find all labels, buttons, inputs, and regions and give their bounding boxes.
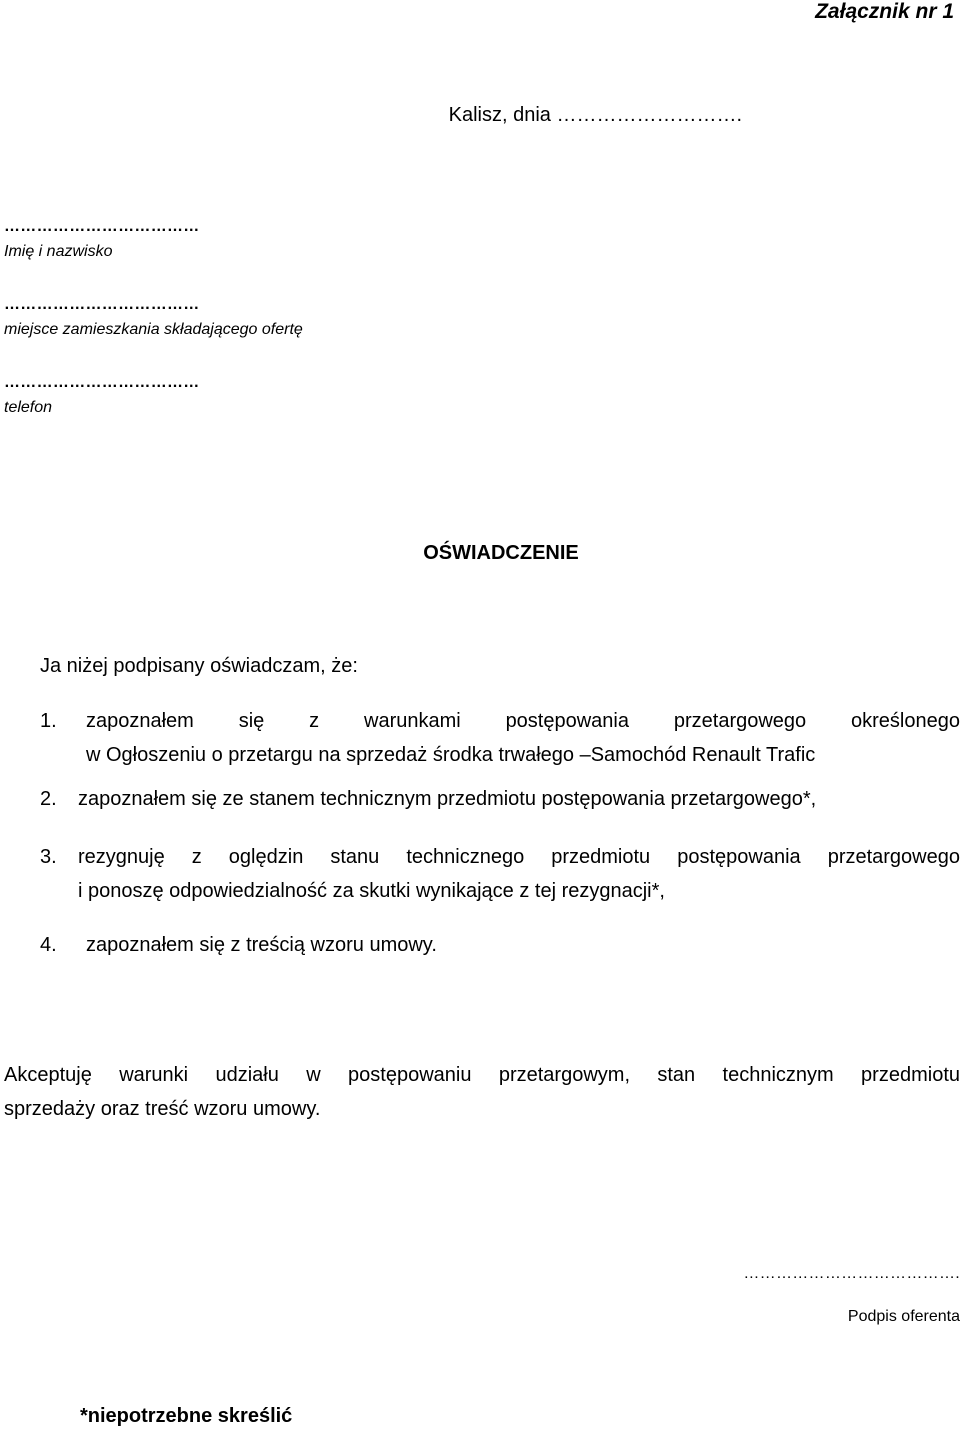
document-title: OŚWIADCZENIE xyxy=(423,542,579,564)
address-dotted-line: ……………………………… xyxy=(4,296,200,313)
statement-number: 4. xyxy=(40,934,57,956)
attachment-label: Załącznik nr 1 xyxy=(815,0,954,23)
statement-item xyxy=(40,928,960,962)
place-date-line: Kalisz, dnia ………………………. xyxy=(448,104,742,126)
statement-line: zapoznałem się ze stanem technicznym przedmiotu postępowania przetargowego*, xyxy=(78,788,817,810)
statement-number: 2. xyxy=(40,788,57,810)
intro-text: Ja niżej podpisany oświadczam, że: xyxy=(40,655,358,677)
statement-number: 1. xyxy=(40,710,57,732)
statement-line: zapoznałem się z warunkami postępowania przetargowego określonego xyxy=(86,710,960,732)
name-dotted-line: ……………………………… xyxy=(4,218,200,235)
statement-line: w Ogłoszeniu o przetargu na sprzedaż środka trwałego –Samochód Renault Trafic xyxy=(86,744,816,766)
name-caption: Imię i nazwisko xyxy=(4,243,113,260)
signature-dotted-line: …………………………………. xyxy=(743,1265,960,1282)
statements-list xyxy=(40,704,960,962)
statement-line: i ponoszę odpowiedzialność za skutki wynikające z tej rezygnacji*, xyxy=(78,880,665,902)
acceptance-line: sprzedaży oraz treść wzoru umowy. xyxy=(4,1098,321,1120)
statement-line: rezygnuję z oględzin stanu technicznego przedmiotu postępowania przetargowego xyxy=(78,846,960,868)
statement-item xyxy=(40,782,960,816)
statement-item xyxy=(40,704,960,772)
phone-caption: telefon xyxy=(4,399,53,416)
acceptance-line: Akceptuję warunki udziału w postępowaniu przetargowym, stan technicznym przedmiotu xyxy=(4,1064,960,1086)
footnote: *niepotrzebne skreślić xyxy=(80,1405,293,1427)
address-caption: miejsce zamieszkania składającego ofertę xyxy=(4,321,303,338)
phone-dotted-line: ……………………………… xyxy=(4,374,200,391)
statement-item xyxy=(40,840,960,908)
acceptance-paragraph xyxy=(4,1058,960,1126)
statement-number: 3. xyxy=(40,846,57,868)
statement-line: zapoznałem się z treścią wzoru umowy. xyxy=(86,934,437,956)
signature-label: Podpis oferenta xyxy=(847,1308,960,1325)
